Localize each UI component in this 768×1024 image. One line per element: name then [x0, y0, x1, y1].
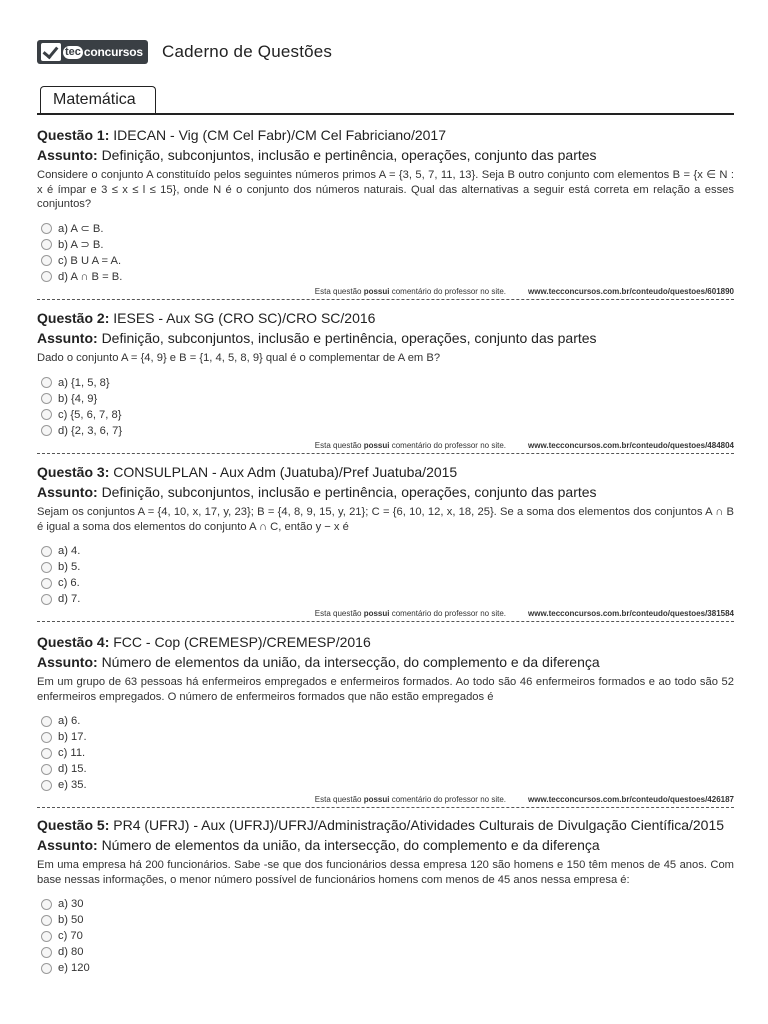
question-source: CONSULPLAN - Aux Adm (Juatuba)/Pref Juatuba/2015: [113, 464, 458, 480]
question-3: [37, 463, 734, 622]
radio-button[interactable]: [41, 271, 52, 282]
question-subject: Assunto: Definição, subconjuntos, inclusão e pertinência, operações, conjunto das partes: [37, 484, 597, 500]
question-separator: [37, 807, 734, 808]
question-1: [37, 126, 734, 300]
question-title: Questão 5: PR4 (UFRJ) - Aux (UFRJ)/UFRJ/Administração/Atividades Culturais de Divulgação Científica/2015: [37, 817, 725, 833]
question-link[interactable]: www.tecconcursos.com.br/conteudo/questoes/601890: [528, 286, 734, 296]
page-title: Caderno de Questões: [162, 42, 333, 61]
comment-note: Esta questão possui comentário do professor no site.: [314, 286, 506, 296]
options-list: [37, 375, 734, 439]
question-text: Considere o conjunto A constituído pelos seguintes números primos A = {3, 5, 7, 11, 13}. Seja B outro conjunto com elementos B = {x ∈ N : x é ímpar e 3 ≤ x ≤ l ≤ 15}, onde N é o conjunto dos números naturais. Qual das alternativas a seguir está correta em relação a esses conjuntos?: [37, 169, 734, 210]
radio-button[interactable]: [41, 915, 52, 926]
option-c[interactable]: c) B U A = A.: [37, 253, 734, 269]
radio-button[interactable]: [41, 393, 52, 404]
option-e[interactable]: e) 35.: [37, 777, 734, 793]
option-b[interactable]: b) {4, 9}: [37, 391, 734, 407]
question-text: Sejam os conjuntos A = {4, 10, x, 17, y, 23}; B = {4, 8, 9, 15, y, 21}; C = {6, 10, 12, x, 18, 25}. Se a soma dos elementos dos conjuntos A ∩ B é igual a soma dos elementos do conjunto A ∩ C, então y − x é: [37, 506, 734, 533]
option-d[interactable]: d) 80: [37, 944, 734, 960]
option-e[interactable]: e) 120: [37, 960, 734, 976]
comment-note: Esta questão possui comentário do professor no site.: [314, 609, 506, 618]
radio-button[interactable]: [41, 578, 52, 589]
question-footer: [37, 608, 734, 619]
question-text: Dado o conjunto A = {4, 9} e B = {1, 4, 5, 8, 9} qual é o complementar de A em B?: [37, 352, 441, 364]
radio-button[interactable]: [41, 764, 52, 775]
option-c[interactable]: c) 11.: [37, 745, 734, 761]
radio-button[interactable]: [41, 748, 52, 759]
radio-button[interactable]: [41, 409, 52, 420]
option-b[interactable]: b) 5.: [37, 559, 734, 575]
question-subject: Assunto: Definição, subconjuntos, inclusão e pertinência, operações, conjunto das partes: [37, 147, 597, 163]
option-b[interactable]: b) 50: [37, 912, 734, 928]
question-source: IESES - Aux SG (CRO SC)/CRO SC/2016: [113, 310, 376, 326]
question-separator: [37, 299, 734, 300]
tecconcursos-logo[interactable]: [37, 40, 148, 64]
radio-button[interactable]: [41, 546, 52, 557]
question-title: Questão 3: CONSULPLAN - Aux Adm (Juatuba)/Pref Juatuba/2015: [37, 464, 458, 480]
question-link[interactable]: www.tecconcursos.com.br/conteudo/questoes/484804: [528, 440, 734, 450]
logo-tec-text: tec: [65, 45, 81, 58]
radio-button[interactable]: [41, 377, 52, 388]
subject-divider: [37, 113, 734, 115]
radio-button[interactable]: [41, 931, 52, 942]
question-subject: Assunto: Número de elementos da união, da intersecção, do complemento e da diferença: [37, 654, 600, 670]
radio-button[interactable]: [41, 223, 52, 234]
options-list: [37, 543, 734, 607]
radio-button[interactable]: [41, 780, 52, 791]
radio-button[interactable]: [41, 732, 52, 743]
logo-word-text: concursos: [83, 45, 143, 59]
question-subject: Assunto: Definição, subconjuntos, inclusão e pertinência, operações, conjunto das partes: [37, 330, 597, 346]
option-a[interactable]: a) 4.: [37, 543, 734, 559]
option-d[interactable]: d) 15.: [37, 761, 734, 777]
options-list: [37, 896, 734, 976]
question-link[interactable]: www.tecconcursos.com.br/conteudo/questoes/426187: [528, 795, 734, 804]
checkmark-icon: [41, 43, 61, 61]
radio-button[interactable]: [41, 255, 52, 266]
question-text: Em um grupo de 63 pessoas há enfermeiros empregados e enfermeiros formados. Ao todo são 46 enfermeiros formados e ao todo são 52 enfermeiros empregados. O número de enfermeiros formados que não estão empregados é: [37, 676, 734, 703]
question-footer: [37, 286, 734, 297]
radio-button[interactable]: [41, 239, 52, 250]
option-c[interactable]: c) 70: [37, 928, 734, 944]
question-source: IDECAN - Vig (CM Cel Fabr)/CM Cel Fabriciano/2017: [113, 127, 446, 143]
options-list: [37, 221, 734, 285]
radio-button[interactable]: [41, 963, 52, 974]
radio-button[interactable]: [41, 562, 52, 573]
option-a[interactable]: a) A ⊂ B.: [37, 221, 734, 237]
question-source: PR4 (UFRJ) - Aux (UFRJ)/UFRJ/Administração/Atividades Culturais de Divulgação Científica/2015: [113, 817, 725, 833]
option-a[interactable]: a) 30: [37, 896, 734, 912]
question-footer: [37, 794, 734, 805]
option-a[interactable]: a) {1, 5, 8}: [37, 375, 734, 391]
radio-button[interactable]: [41, 947, 52, 958]
option-b[interactable]: b) A ⊃ B.: [37, 237, 734, 253]
option-d[interactable]: d) A ∩ B = B.: [37, 269, 734, 285]
options-list: [37, 713, 734, 793]
question-link[interactable]: www.tecconcursos.com.br/conteudo/questoes/381584: [528, 609, 734, 618]
question-title: Questão 2: IESES - Aux SG (CRO SC)/CRO SC/2016: [37, 310, 376, 326]
question-separator: [37, 453, 734, 454]
radio-button[interactable]: [41, 425, 52, 436]
question-separator: [37, 621, 734, 622]
option-c[interactable]: c) {5, 6, 7, 8}: [37, 407, 734, 423]
option-c[interactable]: c) 6.: [37, 575, 734, 591]
radio-button[interactable]: [41, 716, 52, 727]
question-title: Questão 1: IDECAN - Vig (CM Cel Fabr)/CM Cel Fabriciano/2017: [37, 127, 446, 143]
question-5: [37, 816, 734, 976]
comment-note: Esta questão possui comentário do professor no site.: [314, 795, 506, 804]
question-subject: Assunto: Número de elementos da união, da intersecção, do complemento e da diferença: [37, 837, 600, 853]
option-a[interactable]: a) 6.: [37, 713, 734, 729]
page-header: [37, 40, 332, 64]
question-2: [37, 309, 734, 454]
question-footer: [37, 440, 734, 451]
option-d[interactable]: d) {2, 3, 6, 7}: [37, 423, 734, 439]
radio-button[interactable]: [41, 594, 52, 605]
option-d[interactable]: d) 7.: [37, 591, 734, 607]
question-text: Em uma empresa há 200 funcionários. Sabe -se que dos funcionários dessa empresa 120 são homens e 150 têm menos de 45 anos. Com base nessas informações, o menor número possível de funcionários homens com menos de 45 anos nessa empresa é:: [37, 859, 734, 886]
comment-note: Esta questão possui comentário do professor no site.: [314, 440, 506, 450]
question-title: Questão 4: FCC - Cop (CREMESP)/CREMESP/2016: [37, 634, 371, 650]
radio-button[interactable]: [41, 899, 52, 910]
question-4: [37, 633, 734, 808]
subject-tab: Matemática: [40, 86, 156, 114]
question-source: FCC - Cop (CREMESP)/CREMESP/2016: [113, 634, 371, 650]
option-b[interactable]: b) 17.: [37, 729, 734, 745]
